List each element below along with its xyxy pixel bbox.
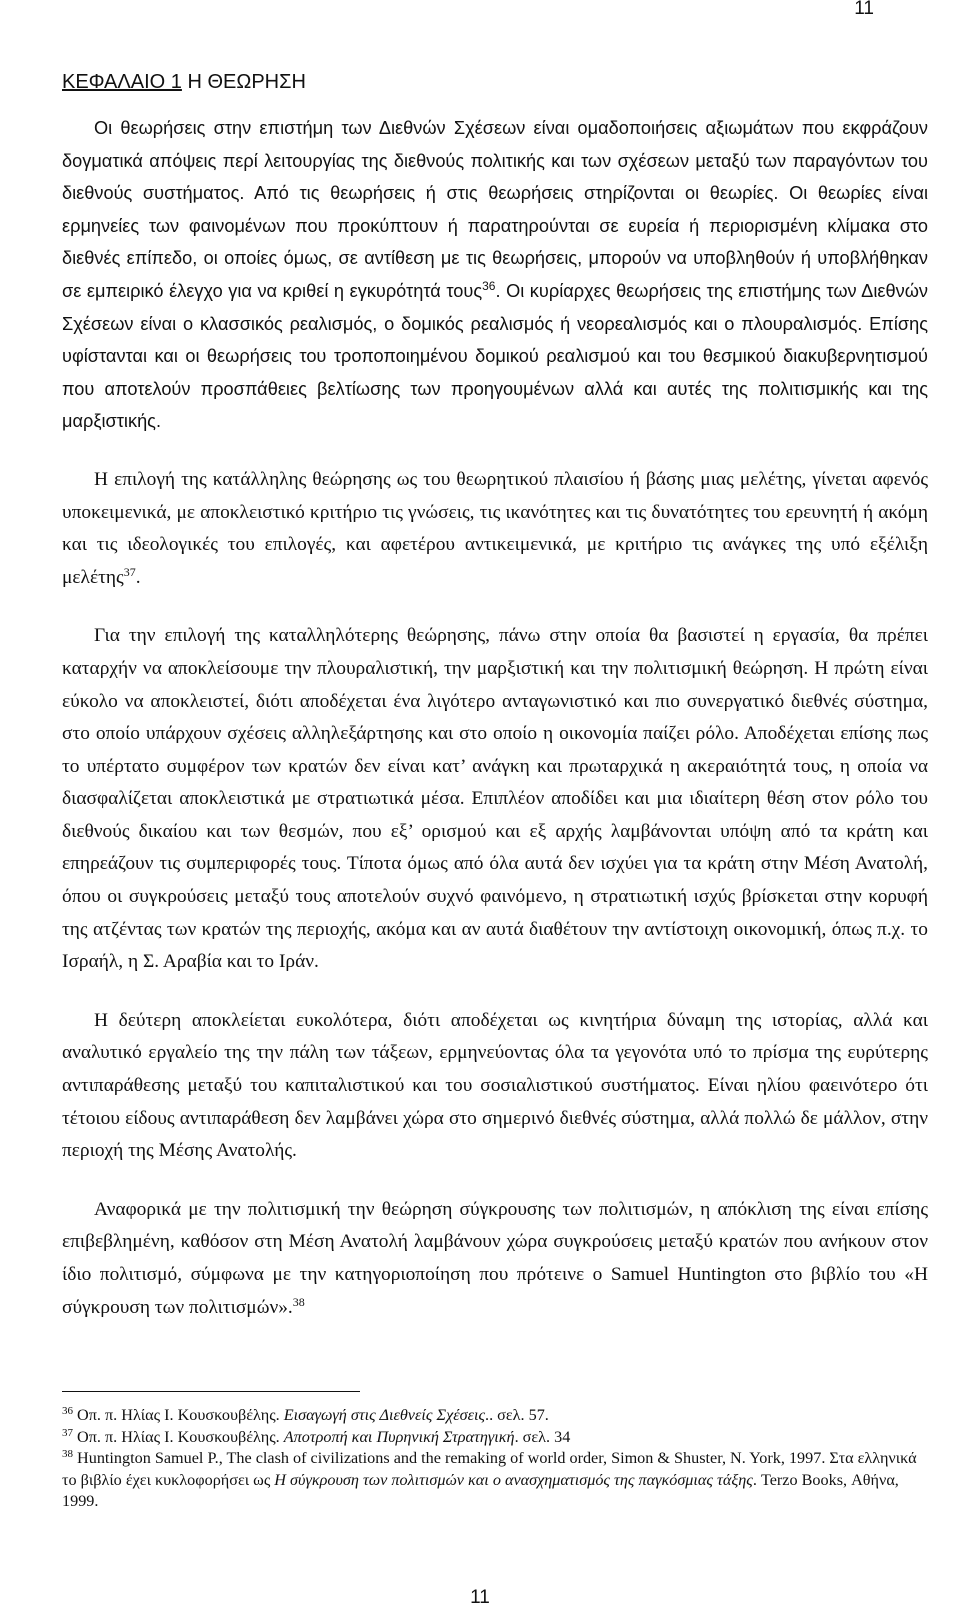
- paragraph-1-text-c: Επίσης υφίστανται και οι θεωρήσεις του τροποποιημένου δομικού ρεαλισμού και του θεσμικού διακυβερνητισμού που αποτελούν προσπάθειες βελτίωσης των προηγουμένων αλλά και αυτές της πολιτισμικής και της μαρξιστικής.: [62, 313, 928, 432]
- paragraph-5-text: Αναφορικά με την πολιτισμική την θεώρηση σύγκρουσης των πολιτισμών, η απόκλιση της είναι επίσης επιβεβλημένη, καθόσον στη Μέση Ανατολή λαμβάνουν χώρα συγκρούσεις μεταξύ κρατών που ανήκουν στον ίδιο πολιτισμό, σύμφωνα με την κατηγοριοποίηση που πρότεινε ο Samuel Huntington στο βιβλίο του «Η σύγκρουση των πολιτισμών».: [62, 1198, 928, 1318]
- footnote-ref-38[interactable]: 38: [292, 1294, 305, 1309]
- footnote-number: 37: [62, 1426, 73, 1439]
- paragraph-2-text-b: .: [135, 566, 141, 588]
- footnote-separator: [62, 1391, 360, 1392]
- footnote-38: [62, 1448, 928, 1513]
- footnote-number: 38: [62, 1448, 73, 1460]
- paragraph-1-text-b: . Οι κυρίαρχες θεωρήσεις της επιστήμης των Διεθνών Σχέσεων είναι ο κλασσικός ρεαλισμός, ο δομικός ρεαλισμός ή νεορεαλισμός και ο πλουραλισμός.: [62, 280, 928, 334]
- chapter-title: Η ΘΕΩΡΗΣΗ: [187, 71, 306, 93]
- footnote-tail: . Terzo Books, Αθήνα, 1999.: [62, 1470, 899, 1510]
- paragraph-1-text-a: Οι θεωρήσεις στην επιστήμη των Διεθνών Σχέσεων είναι ομαδοποιήσεις αξιωμάτων που εκφράζουν δογματικά απόψεις περί λειτουργίας της διεθνούς πολιτικής και των σχέσεων μεταξύ των παραγόντων του διεθνούς συστήματος. Από τις θεωρήσεις ή στις θεωρήσεις στηρίζονται οι θεωρίες. Οι θεωρίες είναι ερμηνείες των φαινομένων που προκύπτουν ή παρατηρούνται σε ευρεία ή περιορισμένη κλίμακα στο διεθνές επίπεδο, οι οποίες όμως, σε αντίθεση με τις θεωρήσεις, μπορούν να υποβληθούν ή υποβλήθηκαν σε εμπειρικό έλεγχο για να κριθεί η εγκυρότητά τους: [62, 118, 928, 301]
- chapter-heading: [62, 70, 928, 94]
- footnote-number: 36: [62, 1405, 73, 1417]
- page-body: [62, 70, 928, 1324]
- paragraph-2: [62, 464, 928, 594]
- footnote-title: Η σύγκρουση των πολιτισμών και ο ανασχηματισμός της παγκόσμιας τάξης: [274, 1470, 753, 1489]
- footnote-36: [62, 1405, 928, 1427]
- footnote-title: Εισαγωγή στις Διεθνείς Σχέσεις: [283, 1406, 486, 1424]
- footnote-37: [62, 1427, 928, 1449]
- footnotes: [62, 1405, 928, 1513]
- paragraph-2-text-a: Η επιλογή της κατάλληλης θεώρησης ως του θεωρητικού πλαισίου ή βάσης μιας μελέτης, γίνεται αφενός υποκειμενικά, με αποκλειστικό κριτήριο τις γνώσεις, τις ικανότητες και τις δυνατότητες του ερευνητή ή ακόμη και τις ιδεολογικές του επιλογές, και αφετέρου αντικειμενικά, με κριτήριο τις ανάγκες της υπό εξέλιξη μελέτης: [62, 468, 928, 588]
- footnote-title: Αποτροπή και Πυρηνική Στρατηγική: [283, 1427, 515, 1446]
- chapter-label: ΚΕΦΑΛΑΙΟ 1: [62, 71, 182, 93]
- footnote-tail: .. σελ. 57.: [485, 1406, 549, 1424]
- footnote-ref-37[interactable]: 37: [123, 564, 136, 579]
- footnote-text: Οπ. π. Ηλίας Ι. Κουσκουβέλης.: [73, 1406, 284, 1424]
- paragraph-5: [62, 1194, 928, 1324]
- footnote-text: Οπ. π. Ηλίας Ι. Κουσκουβέλης.: [73, 1427, 284, 1446]
- footnote-tail: . σελ. 34: [514, 1427, 571, 1446]
- page-number-bottom: 11: [470, 1587, 490, 1608]
- paragraph-4: Η δεύτερη αποκλείεται ευκολότερα, διότι αποδέχεται ως κινητήρια δύναμη της ιστορίας, αλλά και αναλυτικό εργαλείο της την πάλη των τάξεων, ερμηνεύοντας όλα τα γεγονότα υπό το πρίσμα της ευρύτερης αντιπαράθεσης μεταξύ του καπιταλιστικού και του σοσιαλιστικού συστήματος. Είναι ηλίου φαεινότερο ότι τέτοιου είδους αντιπαράθεση δεν λαμβάνει χώρα στο σημερινό διεθνές σύστημα, αλλά πολλώ δε μάλλον, στην περιοχή της Μέσης Ανατολής.: [62, 1009, 928, 1162]
- footnote-text: Huntington Samuel P., The clash of civilizations and the remaking of world order, Simon & Shuster, N. York, 1997. Στα ελληνικά το βιβλίο έχει κυκλοφορήσει ως: [62, 1449, 917, 1489]
- paragraph-3: Για την επιλογή της καταλληλότερης θεώρησης, πάνω στην οποία θα βασιστεί η εργασία, θα πρέπει καταρχήν να αποκλείσουμε την πλουραλιστική, την μαρξιστική και την πολιτισμική θεώρηση. Η πρώτη είναι εύκολο να αποκλειστεί, διότι αποδέχεται ένα λιγότερο ανταγωνιστικό και πιο συνεργατικό διεθνές σύστημα, στο οποίο υπάρχουν σχέσεις αλληλεξάρτησης και στο οποίο η οικονομία παίζει ρόλο. Αποδέχεται επίσης πως το υπέρτατο συμφέρον των κρατών δεν είναι κατ’ ανάγκη και πρωταρχικά η ακεραιότητά τους, η οποία να διασφαλίζεται αποκλειστικά με στρατιωτικά μέσα. Επιπλέον αποδίδει και μια ιδιαίτερη θέση στον ρόλο του διεθνούς δικαίου και των θεσμών, που εξ’ ορισμού και εξ αρχής λαμβάνονται υπόψη από τα κράτη και επηρεάζουν τις συμπεριφορές τους. Τίποτα όμως από όλα αυτά δεν ισχύει για τα κράτη στην Μέση Ανατολή, όπου οι συγκρούσεις μεταξύ τους αποτελούν συχνό φαινόμενο, η στρατιωτική ισχύς βρίσκεται στην κορυφή της ατζέντας των κρατών της περιοχής, ακόμα και αν αυτά διαθέτουν την αντίστοιχη οικονομική, όπως π.χ. το Ισραήλ, η Σ. Αραβία και το Ιράν.: [62, 625, 928, 973]
- paragraph-1: [62, 112, 928, 438]
- page-number-top: 11: [854, 0, 874, 19]
- footnote-ref-36[interactable]: 36: [482, 278, 496, 293]
